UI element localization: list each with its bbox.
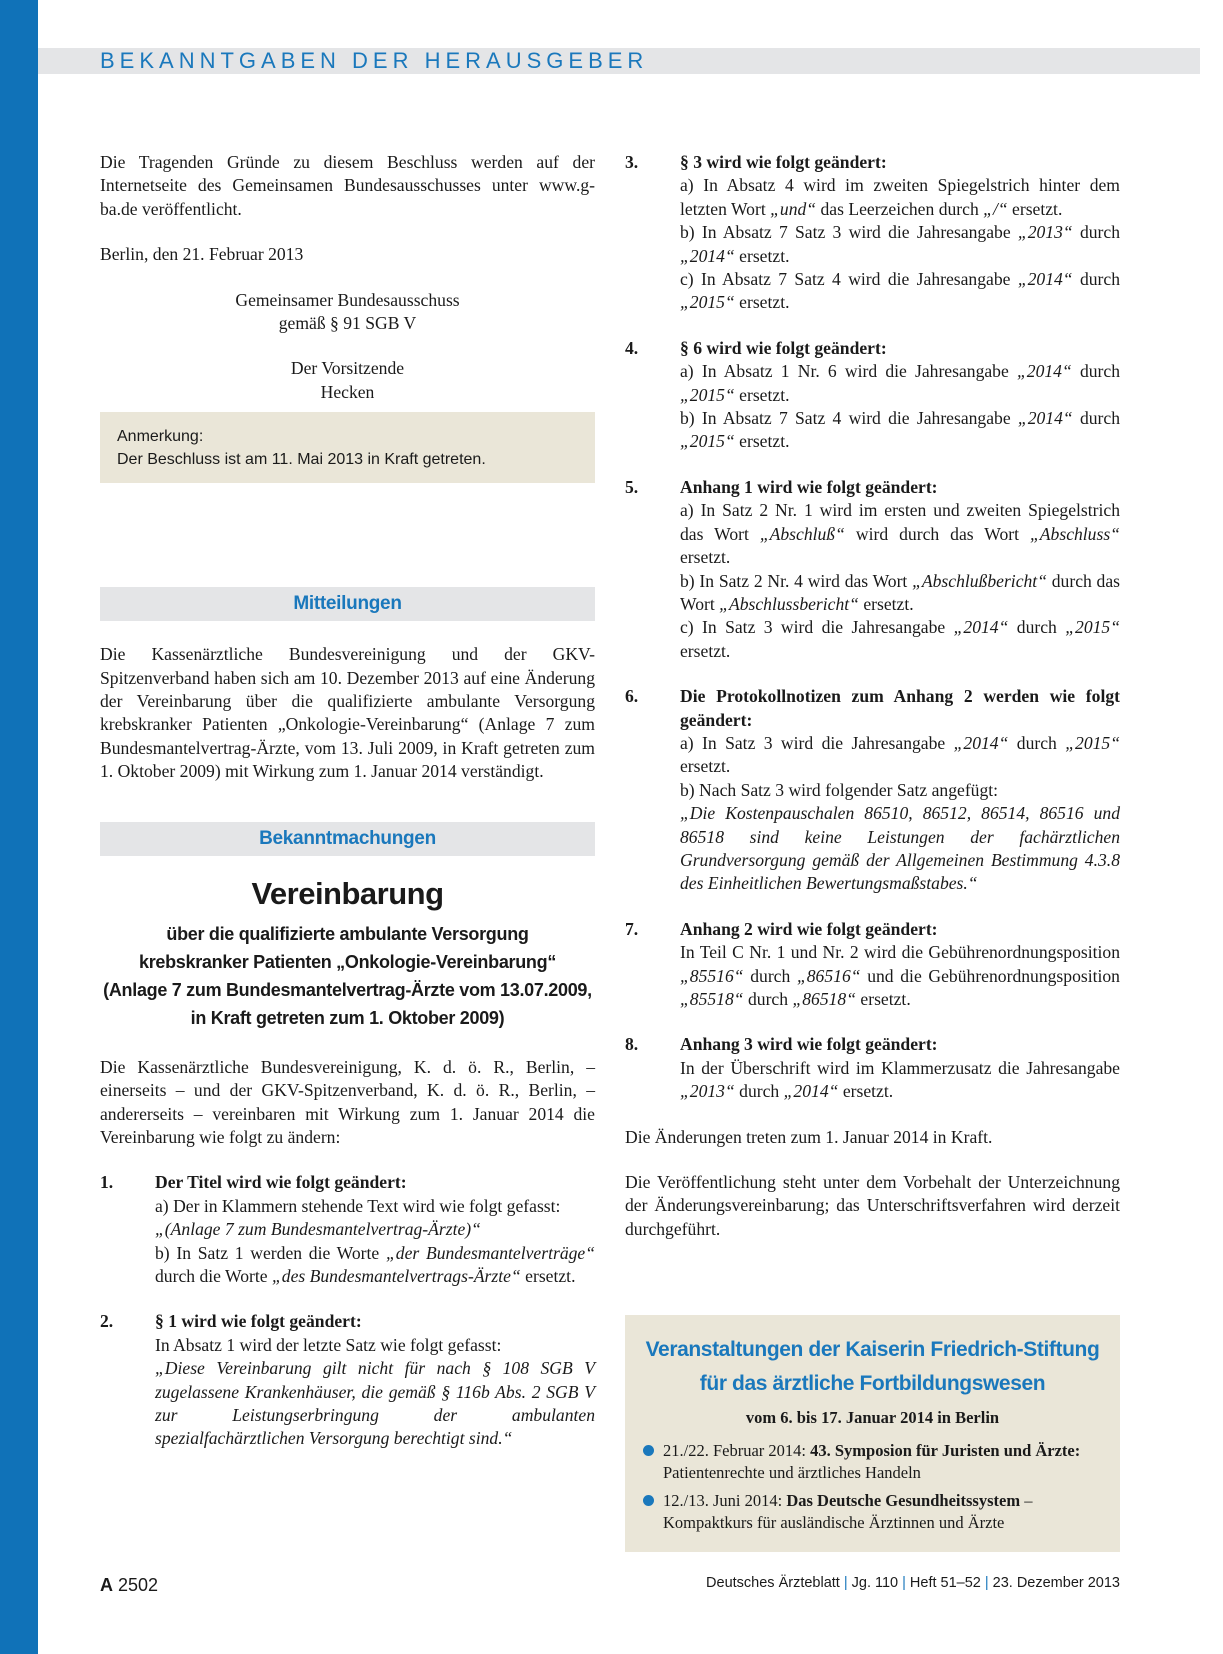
publication-paragraph: Die Veröffentlichung steht unter dem Vorbehalt der Unterzeichnung der Änderungsvereinbarung; das Unterschriftsverfahren wird derzeit durchgeführt. bbox=[625, 1172, 1120, 1239]
event-description: Patientenrechte und ärztliches Handeln bbox=[663, 1463, 921, 1482]
item-quote: „Diese Vereinbarung gilt nicht für nach § 108 SGB V zugelassene Krankenhäuser, die gemäß § 116b Abs. 2 SGB V zur Leistungserbringung der ambulanten spezialfachärztlichen Versorgung berechtigt sind.“ bbox=[155, 1358, 595, 1449]
item-text: ersetzt. bbox=[739, 245, 790, 266]
item-quote: „Abschlußbericht“ bbox=[912, 570, 1047, 591]
org-line-1: Gemeinsamer Bundesausschuss bbox=[235, 289, 460, 310]
list-item bbox=[643, 1490, 1104, 1534]
right-column bbox=[625, 151, 1120, 1241]
item-quote: „Abschluss“ bbox=[1030, 523, 1120, 544]
item-text: ersetzt. bbox=[860, 989, 911, 1009]
item-text: ersetzt. bbox=[525, 1265, 576, 1286]
page-number-value: 2502 bbox=[118, 1575, 159, 1595]
separator: | bbox=[984, 1575, 989, 1591]
item-text: durch bbox=[1016, 617, 1057, 638]
item-quote: „2014“ bbox=[1017, 269, 1073, 290]
item-number: 5. bbox=[625, 476, 639, 497]
item-number: 4. bbox=[625, 337, 639, 358]
item-quote: „85516“ bbox=[680, 965, 744, 986]
item-text: b) In Satz 2 Nr. 4 wird das Wort bbox=[680, 570, 908, 591]
amendment-item-8 bbox=[625, 1033, 1120, 1103]
item-text: ersetzt. bbox=[739, 292, 790, 313]
amendment-item-3 bbox=[625, 151, 1120, 315]
item-text: das Leerzeichen durch bbox=[820, 198, 979, 219]
item-number: 7. bbox=[625, 918, 639, 939]
mitteilungen-paragraph: Die Kassenärztliche Bundesvereinigung und der GKV-Spitzenverband haben sich am 10. Dezember 2013 auf eine Änderung der Vereinbarung über die qualifizierte ambulante Versorgung krebskranker Patienten „Onkologie-Vereinbarung“ (Anlage 7 zum Bundesmantelvertrag-Ärzte, vom 13. Juli 2009, in Kraft getreten zum 1. Oktober 2009) mit Wirkung zum 1. Januar 2014 verständigt. bbox=[100, 644, 595, 782]
item-text: durch bbox=[1079, 408, 1121, 429]
item-number: 8. bbox=[625, 1034, 639, 1055]
item-text: In Absatz 1 wird der letzte Satz wie folgt gefasst: bbox=[155, 1334, 502, 1355]
item-quote: „2015“ bbox=[1065, 732, 1120, 753]
item-text: b) In Absatz 7 Satz 3 wird die Jahresangabe bbox=[680, 222, 1011, 243]
amendment-item-7 bbox=[625, 918, 1120, 1012]
item-quote: „2015“ bbox=[680, 292, 735, 313]
item-quote: „86516“ bbox=[796, 965, 861, 986]
section-header-bar bbox=[38, 48, 1200, 74]
bekanntmachungen-heading: Bekanntmachungen bbox=[100, 822, 595, 856]
journal-volume: Jg. 110 bbox=[851, 1575, 899, 1591]
item-quote: „Die Kostenpauschalen 86510, 86512, 86514, 86516 und 86518 sind keine Leistungen der fachärztlichen Grundversorgung gemäß der Allgemeinen Bestimmung 4.3.8 des Einheitlichen Bewertungsmaßstabes.“ bbox=[680, 803, 1120, 894]
vereinbarung-subtitle-2: krebskranker Patienten „Onkologie-Vereinbarung“ bbox=[138, 951, 557, 972]
item-text: durch die Worte bbox=[155, 1265, 268, 1286]
item-text: durch bbox=[750, 965, 791, 986]
item-text: b) In Satz 1 werden die Worte bbox=[155, 1242, 380, 1263]
amendment-item-6 bbox=[625, 685, 1120, 896]
item-quote: „2013“ bbox=[1017, 222, 1073, 243]
note-text: Der Beschluss ist am 11. Mai 2013 in Kraft getreten. bbox=[117, 451, 486, 469]
item-quote: „Abschluß“ bbox=[759, 523, 845, 544]
side-color-stripe bbox=[0, 0, 38, 1654]
vereinbarung-title: Vereinbarung bbox=[251, 875, 444, 911]
item-heading: Die Protokollnotizen zum Anhang 2 werden wie folgt geändert: bbox=[680, 686, 1120, 730]
item-heading: § 3 wird wie folgt geändert: bbox=[680, 152, 887, 172]
item-text: ersetzt. bbox=[739, 431, 790, 452]
item-text: c) In Satz 3 wird die Jahresangabe bbox=[680, 617, 946, 638]
item-quote: „2014“ bbox=[953, 732, 1009, 753]
event-date: 12./13. Juni 2014: bbox=[663, 1491, 783, 1510]
amendment-item-4 bbox=[625, 337, 1120, 454]
item-text: und die Gebührenordnungsposition bbox=[867, 965, 1120, 986]
separator: | bbox=[902, 1575, 906, 1591]
note-label: Anmerkung: bbox=[117, 428, 204, 446]
item-number: 3. bbox=[625, 152, 639, 172]
note-box bbox=[100, 412, 595, 483]
effective-date-paragraph: Die Änderungen treten zum 1. Januar 2014 in Kraft. bbox=[625, 1126, 993, 1147]
mitteilungen-heading: Mitteilungen bbox=[100, 587, 595, 621]
item-quote: „der Bundesmantelverträge“ bbox=[385, 1242, 596, 1263]
item-text: In Teil C Nr. 1 und Nr. 2 wird die Gebührenordnungsposition bbox=[680, 942, 1120, 963]
item-quote: „2014“ bbox=[1017, 408, 1073, 429]
parties-paragraph: Die Kassenärztliche Bundesvereinigung, K. d. ö. R., Berlin, – einerseits – und der GKV-Spitzenverband, K. d. ö. R., Berlin, – andererseits – vereinbaren mit Wirkung zum 1. Januar 2014 die Vereinbarung wie folgt zu ändern: bbox=[100, 1056, 595, 1147]
events-subtitle: vom 6. bis 17. Januar 2014 in Berlin bbox=[745, 1408, 1000, 1427]
item-quote: „2015“ bbox=[1065, 617, 1120, 638]
item-heading: § 1 wird wie folgt geändert: bbox=[155, 1311, 362, 1332]
item-text: a) In Absatz 4 wird im zweiten Spiegelstrich hinter dem letzten Wort bbox=[680, 175, 1120, 219]
bullet-icon bbox=[643, 1445, 654, 1456]
item-quote: „85518“ bbox=[680, 989, 744, 1009]
vereinbarung-subtitle-4: in Kraft getreten zum 1. Oktober 2009) bbox=[190, 1007, 505, 1028]
item-quote: „2014“ bbox=[1016, 361, 1072, 382]
item-quote: „2014“ bbox=[953, 617, 1009, 638]
journal-date: 23. Dezember 2013 bbox=[992, 1575, 1120, 1591]
events-list bbox=[625, 1440, 1120, 1534]
item-text: a) In Satz 2 Nr. 1 wird im ersten und zweiten Spiegelstrich das Wort bbox=[680, 500, 1120, 544]
events-title-line-1: Veranstaltungen der Kaiserin Friedrich-Stiftung bbox=[645, 1338, 1100, 1361]
item-text: c) In Absatz 7 Satz 4 wird die Jahresangabe bbox=[680, 269, 1011, 290]
event-title: 43. Symposion für Juristen und Ärzte: bbox=[810, 1441, 1081, 1460]
left-column bbox=[100, 151, 595, 1451]
amendment-item-5 bbox=[625, 476, 1120, 663]
item-quote: „des Bundesmantelvertrags-Ärzte“ bbox=[272, 1265, 521, 1286]
separator: | bbox=[843, 1575, 848, 1591]
event-description: – Kompaktkurs für ausländische Ärztinnen und Ärzte bbox=[663, 1491, 1033, 1532]
list-item bbox=[643, 1440, 1104, 1484]
date-line: Berlin, den 21. Februar 2013 bbox=[100, 244, 304, 265]
item-text: ersetzt. bbox=[680, 547, 731, 568]
item-quote: „und“ bbox=[770, 198, 817, 219]
item-quote: „/“ bbox=[983, 198, 1008, 219]
item-quote: „2014“ bbox=[680, 245, 735, 266]
item-text: wird durch das Wort bbox=[855, 523, 1020, 544]
journal-issue: Heft 51–52 bbox=[909, 1575, 981, 1591]
item-text: b) Nach Satz 3 wird folgender Satz angefügt: bbox=[680, 779, 999, 800]
item-text: a) Der in Klammern stehende Text wird wie folgt gefasst: bbox=[155, 1195, 561, 1216]
item-text: durch bbox=[747, 989, 789, 1009]
vereinbarung-subtitle-1: über die qualifizierte ambulante Versorgung bbox=[166, 923, 529, 944]
item-text: durch bbox=[1079, 361, 1120, 382]
item-quote: „86518“ bbox=[792, 989, 856, 1009]
item-number: 1. bbox=[100, 1172, 114, 1193]
item-text: ersetzt. bbox=[680, 756, 731, 777]
chair-title: Der Vorsitzende bbox=[290, 358, 405, 379]
org-line-2: gemäß § 91 SGB V bbox=[278, 313, 417, 334]
item-text: ersetzt. bbox=[739, 384, 790, 405]
item-quote: „2014“ bbox=[783, 1081, 839, 1102]
event-title: Das Deutsche Gesundheitssystem bbox=[786, 1491, 1021, 1510]
vereinbarung-subtitle-3: (Anlage 7 zum Bundesmantelvertrag-Ärzte vom 13.07.2009, bbox=[103, 979, 592, 1000]
item-text: ersetzt. bbox=[680, 640, 731, 661]
item-number: 6. bbox=[625, 686, 639, 707]
item-heading: Der Titel wird wie folgt geändert: bbox=[155, 1172, 407, 1193]
item-text: a) In Satz 3 wird die Jahresangabe bbox=[680, 732, 946, 753]
item-text: ersetzt. bbox=[842, 1081, 894, 1102]
page-prefix: A bbox=[100, 1575, 113, 1595]
item-quote: „(Anlage 7 zum Bundesmantelvertrag-Ärzte)“ bbox=[155, 1219, 481, 1240]
item-text: durch bbox=[1079, 222, 1121, 243]
item-heading: Anhang 1 wird wie folgt geändert: bbox=[680, 476, 938, 497]
section-header-title: BEKANNTGABEN DER HERAUSGEBER bbox=[100, 48, 649, 73]
item-text: ersetzt. bbox=[1012, 198, 1063, 219]
item-quote: „Abschlussbericht“ bbox=[719, 593, 859, 614]
item-text: b) In Absatz 7 Satz 4 wird die Jahresangabe bbox=[680, 408, 1011, 429]
bullet-icon bbox=[643, 1495, 654, 1506]
journal-name: Deutsches Ärzteblatt bbox=[706, 1575, 840, 1591]
item-quote: „2015“ bbox=[680, 384, 735, 405]
item-quote: „2013“ bbox=[680, 1081, 735, 1102]
item-text: a) In Absatz 1 Nr. 6 wird die Jahresangabe bbox=[680, 361, 1009, 382]
item-text: durch bbox=[739, 1081, 780, 1102]
events-title-line-2: für das ärztliche Fortbildungswesen bbox=[699, 1372, 1046, 1395]
item-text: durch das Wort bbox=[680, 570, 1121, 614]
intro-paragraph: Die Tragenden Gründe zu diesem Beschluss werden auf der Internetseite des Gemeinsamen Bundesausschusses unter www.g-ba.de veröffentlicht. bbox=[100, 152, 595, 219]
journal-info bbox=[706, 1575, 1120, 1591]
page-number bbox=[100, 1575, 158, 1596]
amendment-item-2 bbox=[100, 1310, 595, 1450]
item-text: In der Überschrift wird im Klammerzusatz die Jahresangabe bbox=[680, 1057, 1120, 1078]
item-text: ersetzt. bbox=[863, 593, 914, 614]
item-quote: „2015“ bbox=[680, 431, 735, 452]
events-box bbox=[625, 1315, 1120, 1552]
chair-name: Hecken bbox=[320, 381, 375, 402]
item-text: durch bbox=[1016, 732, 1057, 753]
item-text: durch bbox=[1079, 269, 1120, 290]
event-date: 21./22. Februar 2014: bbox=[663, 1441, 806, 1460]
item-number: 2. bbox=[100, 1311, 114, 1332]
item-heading: § 6 wird wie folgt geändert: bbox=[680, 337, 887, 358]
item-heading: Anhang 3 wird wie folgt geändert: bbox=[680, 1034, 938, 1055]
events-title bbox=[625, 1333, 1120, 1401]
amendment-item-1 bbox=[100, 1171, 595, 1288]
item-heading: Anhang 2 wird wie folgt geändert: bbox=[680, 918, 938, 939]
